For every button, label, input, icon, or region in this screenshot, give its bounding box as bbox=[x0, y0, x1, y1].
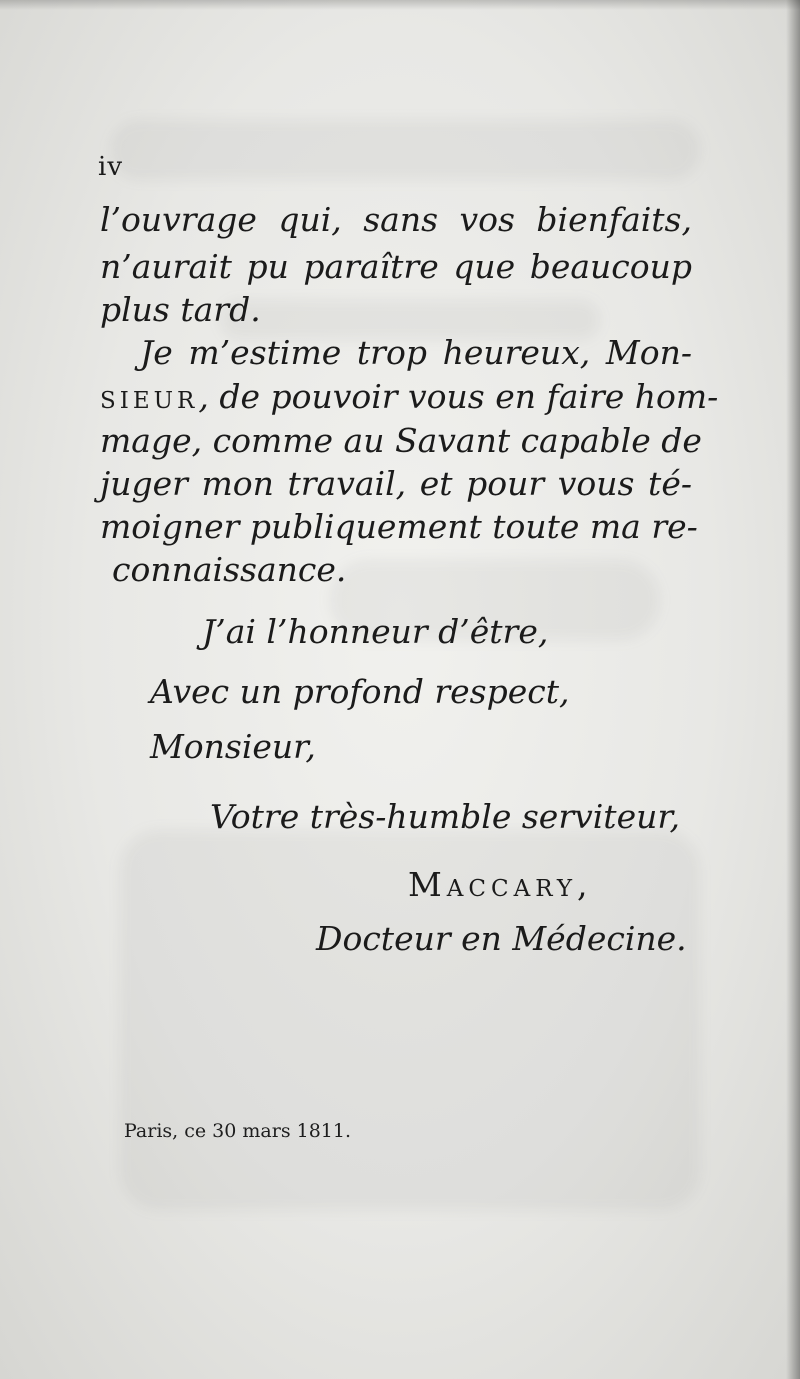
text-line: l’ouvrage qui, sans vos bienfaits, bbox=[100, 200, 692, 239]
text-line bbox=[100, 377, 719, 416]
honorific-small-caps: sieur bbox=[100, 377, 199, 416]
signature-title: Docteur en Médecine. bbox=[316, 919, 687, 958]
text-line: mage, comme au Savant capable de bbox=[100, 421, 702, 460]
signature-name: Maccary, bbox=[408, 865, 593, 904]
closing-servant: Votre très-humble serviteur, bbox=[210, 797, 680, 836]
text-line: n’aurait pu paraître que beaucoup bbox=[100, 247, 692, 286]
top-page-shadow bbox=[0, 0, 800, 10]
closing-respect: Avec un profond respect, bbox=[150, 672, 570, 711]
text-fragment: , de pouvoir vous en faire hom- bbox=[198, 377, 719, 416]
text-line: plus tard. bbox=[100, 290, 261, 329]
text-line: connaissance. bbox=[112, 550, 347, 589]
text-line: juger mon travail, et pour vous té- bbox=[100, 464, 692, 503]
closing-honneur: J’ai l’honneur d’être, bbox=[202, 612, 549, 651]
text-line: Je m’estime trop heureux, Mon- bbox=[140, 333, 692, 372]
right-page-shadow bbox=[786, 0, 800, 1379]
page-number: iv bbox=[98, 152, 124, 182]
closing-salutation: Monsieur, bbox=[150, 727, 316, 766]
dateline: Paris, ce 30 mars 1811. bbox=[124, 1120, 351, 1142]
text-line: moigner publiquement toute ma re- bbox=[100, 507, 698, 546]
